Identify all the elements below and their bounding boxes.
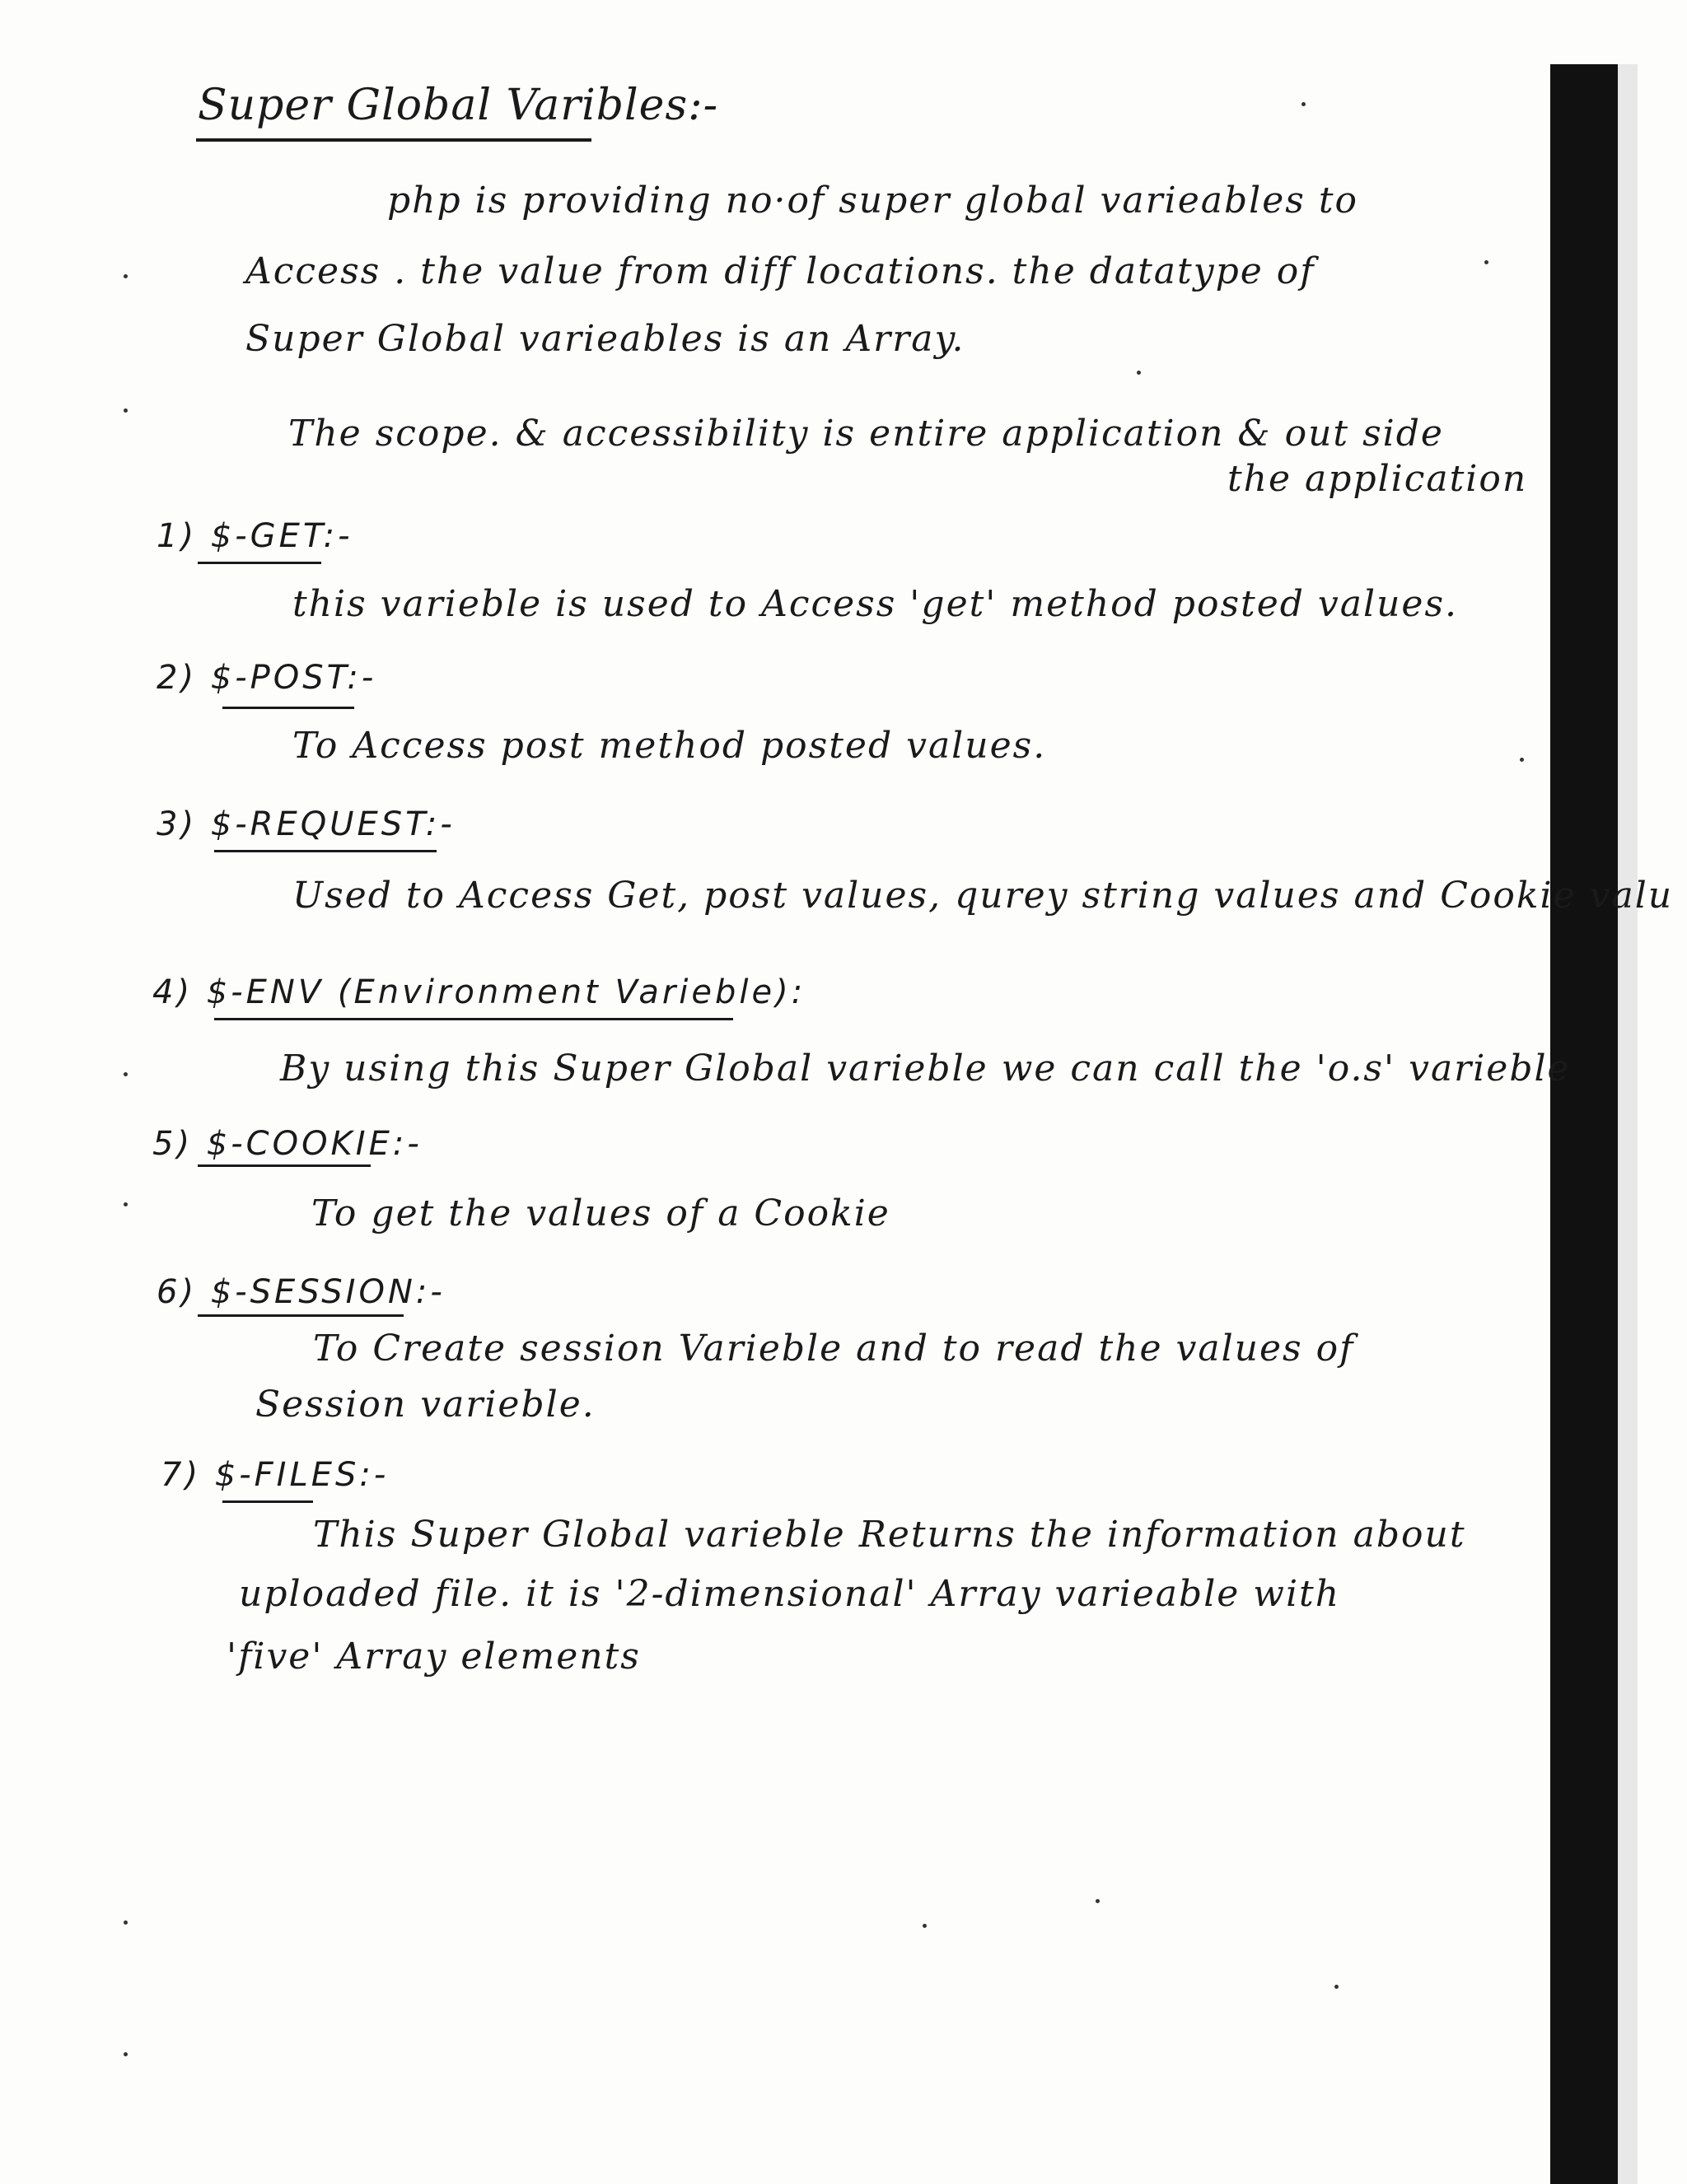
item-text-get-1: this varieble is used to Access 'get' method posted values.: [292, 583, 1459, 625]
item-heading-request: 3) $-REQUEST:-: [157, 805, 456, 843]
item-heading-env: 4) $-ENV (Environment Varieble):: [152, 973, 806, 1011]
page-binding-shadow: [1618, 64, 1638, 2184]
intro-line-1: php is providing no·of super global varieables to: [387, 180, 1359, 222]
item-text-files-2: uploaded file. it is '2-dimensional' Array varieable with: [239, 1573, 1341, 1615]
item-text-cookie-1: To get the values of a Cookie: [311, 1192, 890, 1234]
item-heading-get: 1) $-GET:-: [157, 517, 353, 555]
item-text-session-2: Session varieble.: [255, 1384, 596, 1426]
intro-line-3: Super Global varieables is an Array.: [245, 318, 965, 360]
scan-speck: [1137, 371, 1141, 375]
heading-underline: [198, 1164, 371, 1167]
scan-speck: [124, 1202, 128, 1206]
item-text-request-1: Used to Access Get, post values, qurey string values and Cookie valu: [292, 875, 1674, 917]
scan-speck: [124, 1072, 128, 1076]
item-text-env-1: By using this Super Global varieble we can call the 'o.s' varieble: [280, 1048, 1571, 1090]
scan-speck: [1301, 102, 1306, 106]
item-text-session-1: To Create session Varieble and to read the values of: [313, 1328, 1355, 1370]
title-underline: [196, 138, 591, 142]
heading-underline: [222, 1500, 313, 1503]
intro-line-5: the application: [1227, 458, 1528, 500]
heading-underline: [214, 1018, 733, 1020]
scan-speck: [124, 274, 128, 278]
scan-speck: [1334, 1985, 1339, 1989]
scan-speck: [124, 408, 128, 413]
page-title: Super Global Varibles:-: [198, 81, 719, 130]
item-heading-cookie: 5) $-COOKIE:-: [152, 1125, 423, 1163]
item-heading-post: 2) $-POST:-: [157, 659, 377, 697]
page-binding-edge: [1550, 64, 1618, 2184]
scan-speck: [1520, 758, 1524, 762]
heading-underline: [198, 1314, 404, 1317]
scan-speck: [124, 2052, 128, 2056]
scan-speck: [1484, 260, 1488, 264]
intro-line-4: The scope. & accessibility is entire application & out side: [288, 413, 1444, 455]
item-heading-files: 7) $-FILES:-: [161, 1456, 390, 1494]
scan-speck: [124, 1920, 128, 1925]
heading-underline: [222, 707, 354, 709]
item-text-files-1: This Super Global varieble Returns the information about: [313, 1514, 1466, 1556]
scan-speck: [1096, 1899, 1100, 1903]
item-text-post-1: To Access post method posted values.: [292, 725, 1047, 767]
scan-speck: [923, 1924, 927, 1928]
intro-line-2: Access . the value from diff locations. the datatype of: [245, 250, 1315, 292]
heading-underline: [198, 562, 321, 564]
heading-underline: [214, 850, 437, 852]
item-text-files-3: 'five' Array elements: [227, 1636, 641, 1678]
item-heading-session: 6) $-SESSION:-: [157, 1273, 446, 1311]
